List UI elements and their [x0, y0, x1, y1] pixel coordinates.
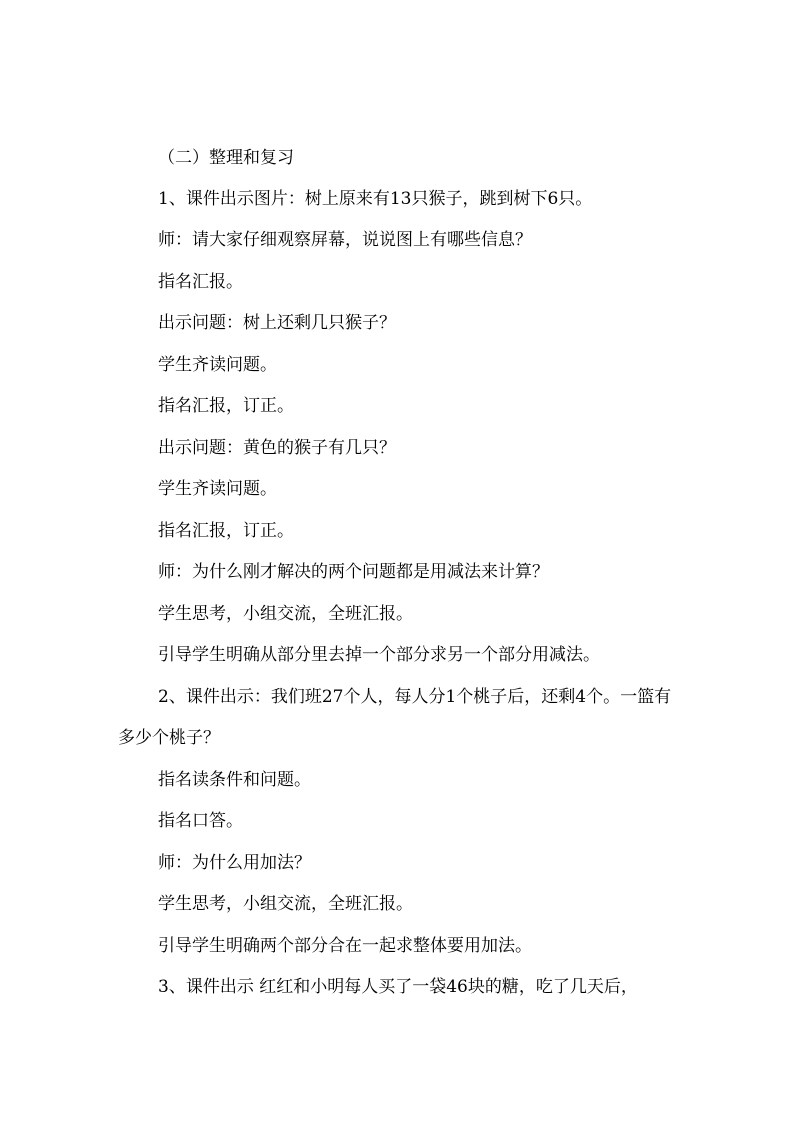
- paragraph-10: 师：为什么刚才解决的两个问题都是用减法来计算？: [158, 562, 549, 582]
- paragraph-15: 指名口答。: [158, 811, 243, 831]
- paragraph-19: 3、课件出示 红红和小明每人买了一袋46块的糖，吃了几天后，: [158, 977, 638, 997]
- paragraph-14: 指名读条件和问题。: [158, 770, 311, 790]
- paragraph-4: 出示问题：树上还剩几只猴子？: [158, 313, 396, 333]
- paragraph-17: 学生思考，小组交流，全班汇报。: [158, 894, 413, 914]
- paragraph-8: 学生齐读问题。: [158, 479, 277, 499]
- paragraph-16: 师：为什么用加法？: [158, 853, 311, 873]
- paragraph-9: 指名汇报，订正。: [158, 521, 294, 541]
- paragraph-18: 引导学生明确两个部分合在一起求整体要用加法。: [158, 936, 532, 956]
- paragraph-7: 出示问题：黄色的猴子有几只？: [158, 438, 396, 458]
- paragraph-13: 2、课件出示：我们班27个人，每人分1个桃子后，还剩4个。一篮有多少个桃子？: [118, 687, 672, 748]
- paragraph-2: 师：请大家仔细观察屏幕，说说图上有哪些信息？: [158, 230, 532, 250]
- paragraph-1: 1、课件出示图片：树上原来有13只猴子，跳到树下6只。: [158, 189, 593, 209]
- paragraph-5: 学生齐读问题。: [158, 355, 277, 375]
- paragraph-12: 引导学生明确从部分里去掉一个部分求另一个部分用减法。: [158, 645, 600, 665]
- paragraph-11: 学生思考，小组交流，全班汇报。: [158, 604, 413, 624]
- paragraph-3: 指名汇报。: [158, 272, 243, 292]
- paragraph-6: 指名汇报，订正。: [158, 396, 294, 416]
- section-heading: （二）整理和复习: [158, 148, 294, 168]
